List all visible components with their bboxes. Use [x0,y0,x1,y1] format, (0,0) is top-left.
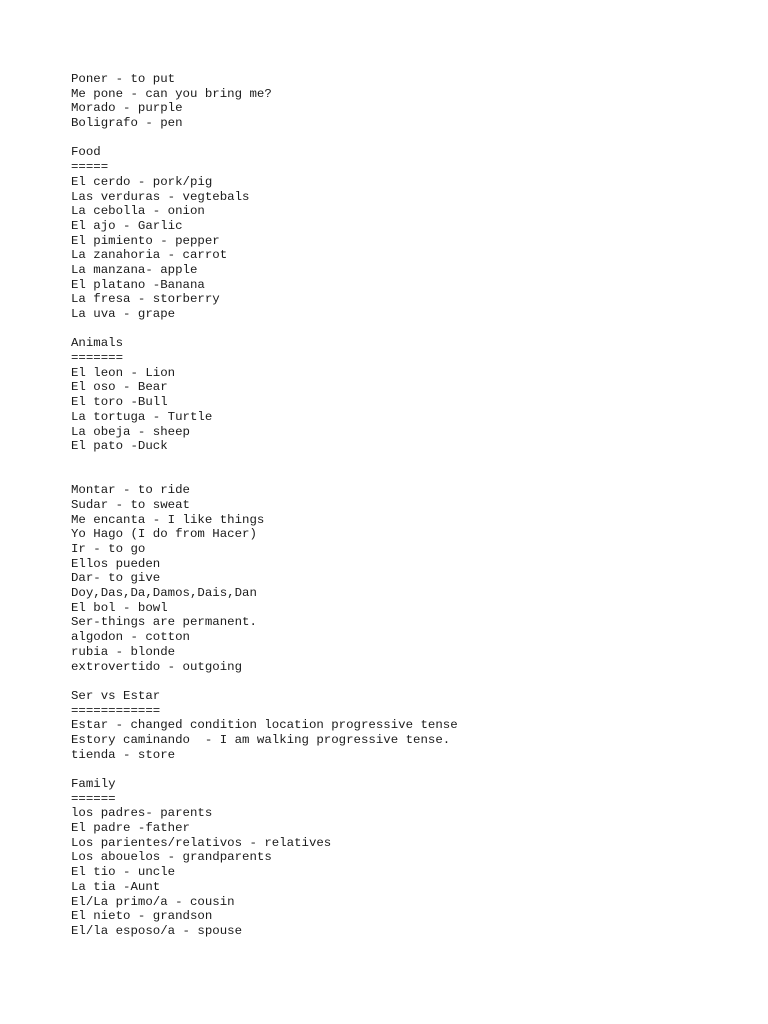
text-line: Ellos pueden [71,556,161,571]
text-line: La manzana- apple [71,262,198,277]
text-line: Sudar - to sweat [71,497,190,512]
text-line: El platano -Banana [71,277,205,292]
text-line: La cebolla - onion [71,204,205,219]
text-line: Yo Hago (I do from Hacer) [71,527,257,542]
blank-line [71,674,458,689]
text-line: El pato -Duck [71,439,168,454]
text-line: Boligrafo - pen [71,116,183,131]
text-line: El padre -father [71,821,190,836]
text-line: El bol - bowl [71,600,168,615]
text-line: Me pone - can you bring me? [71,86,272,101]
text-line: El toro -Bull [71,395,168,410]
text-line: algodon - cotton [71,630,190,645]
text-line: ============ [71,703,161,718]
text-line: tienda - store [71,747,176,762]
text-line: Me encanta - I like things [71,512,265,527]
blank-line [71,322,458,337]
text-line: rubia - blonde [71,644,176,659]
blank-line [71,131,458,146]
text-line: ====== [71,791,116,806]
text-line: Estar - changed condition location progressive tense [71,718,458,733]
text-line: La uva - grape [71,307,176,321]
text-line: El pimiento - pepper [71,233,220,248]
text-line: Animals [71,336,124,351]
text-line: los padres- parents [71,806,213,821]
text-line: Poner - to put [71,72,176,86]
text-line: Family [71,777,116,791]
text-line: ======= [71,351,124,366]
text-line: Las verduras - vegtebals [71,189,250,204]
text-line: Dar- to give [71,571,161,586]
text-line: La tortuga - Turtle [71,409,213,424]
text-line: extrovertido - outgoing [71,659,243,674]
text-line: El leon - Lion [71,365,176,380]
text-line: La tia -Aunt [71,879,161,894]
text-line: El ajo - Garlic [71,218,183,233]
text-line: ===== [71,160,109,175]
text-line: Ser vs Estar [71,688,161,703]
text-line: El/La primo/a - cousin [71,894,235,909]
blank-line [71,762,458,777]
text-line: El cerdo - pork/pig [71,174,213,189]
text-line: Montar - to ride [71,483,190,498]
text-line: El tio - uncle [71,865,176,880]
text-line: La obeja - sheep [71,424,190,439]
text-line: La fresa - storberry [71,292,220,307]
text-line: El nieto - grandson [71,909,213,924]
blank-line [71,469,458,484]
text-line: Food [71,145,101,160]
text-line: Los parientes/relativos - relatives [71,835,332,850]
text-line: Estory caminando - I am walking progressive tense. [71,732,451,747]
text-line: Ir - to go [71,542,146,556]
blank-line [71,454,458,469]
text-line: Ser-things are permanent. [71,615,257,630]
text-line: Morado - purple [71,101,183,116]
text-line: La zanahoria - carrot [71,248,228,263]
text-line: Los abouelos - grandparents [71,850,272,865]
text-line: El/la esposo/a - spouse [71,923,243,938]
text-line: El oso - Bear [71,380,168,395]
document-body [71,72,458,939]
text-line: Doy,Das,Da,Damos,Dais,Dan [71,586,257,601]
